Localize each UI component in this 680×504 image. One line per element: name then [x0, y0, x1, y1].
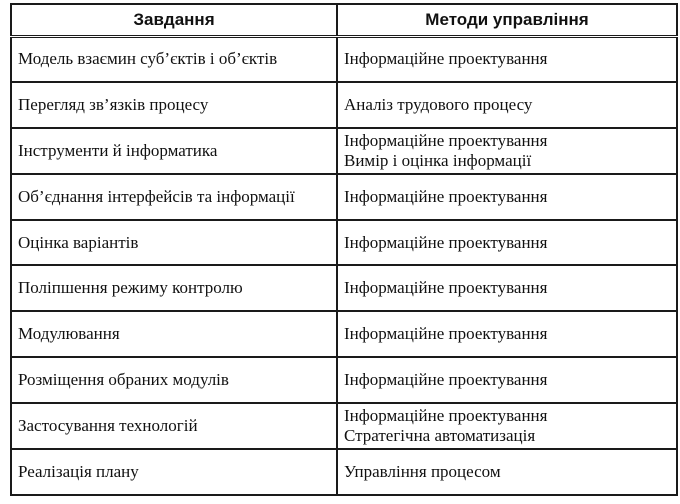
- methods-cell: [337, 36, 677, 82]
- method-line: Стратегічна автоматизація: [344, 426, 536, 446]
- task-cell: Об’єднання інтерфейсів та інформації: [11, 174, 337, 220]
- task-cell: Застосування технологій: [11, 403, 337, 449]
- method-line: Інформаційне проектування: [344, 49, 548, 69]
- methods-cell: [337, 357, 677, 403]
- method-line: Управління процесом: [344, 461, 501, 481]
- table-row: [11, 265, 677, 311]
- table-row: [11, 82, 677, 128]
- method-line: Інформаційне проектування: [344, 232, 548, 252]
- table-row: [11, 174, 677, 220]
- method-line: Інформаційне проектування: [344, 406, 548, 426]
- header-tasks: Завдання: [11, 4, 337, 36]
- table-row: [11, 36, 677, 82]
- table-row: [11, 403, 677, 449]
- task-cell: Розміщення обраних модулів: [11, 357, 337, 403]
- table-row: [11, 128, 677, 174]
- header-methods: Методи управління: [337, 4, 677, 36]
- task-cell: Поліпшення режиму контролю: [11, 265, 337, 311]
- method-line: Інформаційне проектування: [344, 130, 548, 150]
- method-line: Інформаційне проектування: [344, 278, 548, 298]
- method-line: Інформаційне проектування: [344, 186, 548, 206]
- methods-cell: [337, 311, 677, 357]
- task-cell: Оцінка варіантів: [11, 220, 337, 266]
- tasks-methods-table-container: [10, 3, 676, 494]
- task-cell: Перегляд зв’язків процесу: [11, 82, 337, 128]
- methods-cell: [337, 128, 677, 174]
- methods-cell: [337, 174, 677, 220]
- method-line: Інформаційне проектування: [344, 370, 548, 390]
- methods-cell: [337, 265, 677, 311]
- methods-cell: [337, 449, 677, 495]
- task-cell: Реалізація плану: [11, 449, 337, 495]
- table-body: [11, 36, 677, 495]
- tasks-methods-table: [10, 3, 678, 496]
- methods-cell: [337, 82, 677, 128]
- task-cell: Модулювання: [11, 311, 337, 357]
- table-row: [11, 311, 677, 357]
- methods-cell: [337, 220, 677, 266]
- task-cell: Модель взаємин суб’єктів і об’єктів: [11, 36, 337, 82]
- task-cell: Інструменти й інформатика: [11, 128, 337, 174]
- method-line: Вимір і оцінка інформації: [344, 150, 532, 170]
- methods-cell: [337, 403, 677, 449]
- table-header-row: [11, 4, 677, 36]
- method-line: Інформаційне проектування: [344, 324, 548, 344]
- method-line: Аналіз трудового процесу: [344, 94, 533, 114]
- table-row: [11, 357, 677, 403]
- table-row: [11, 449, 677, 495]
- table-row: [11, 220, 677, 266]
